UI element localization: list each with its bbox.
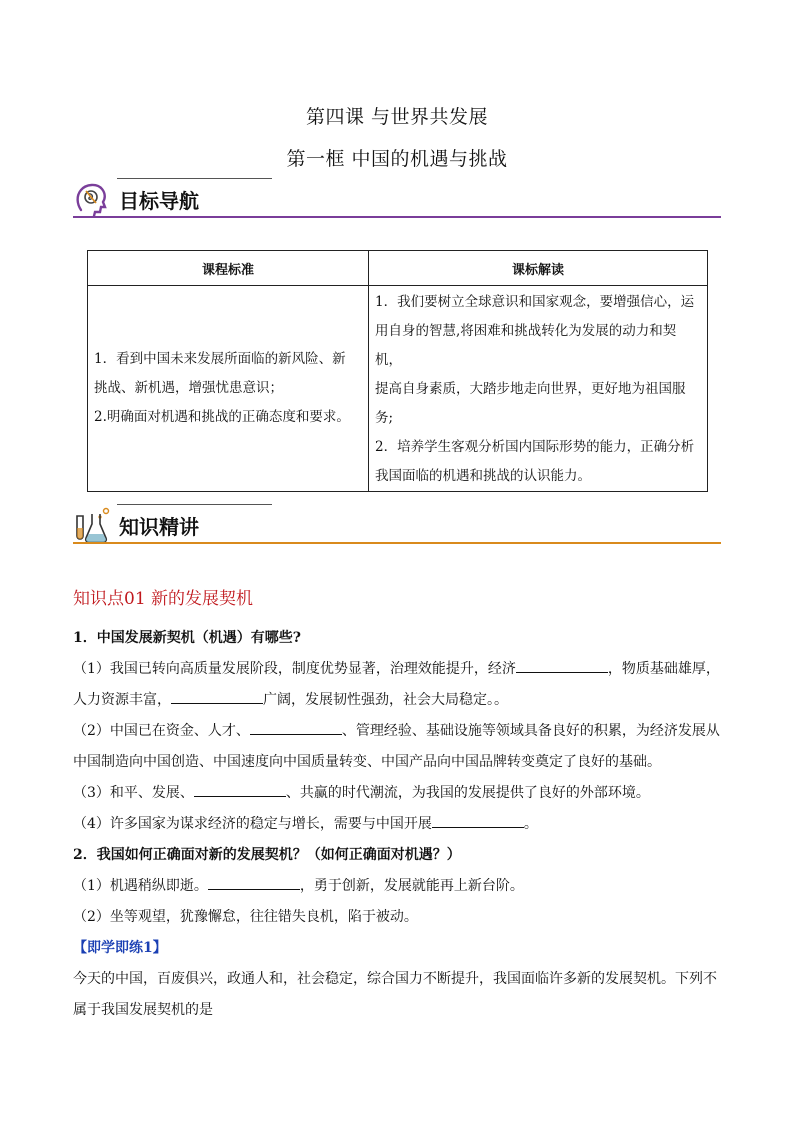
- q1-item-2-cont: 中国制造向中国创造、中国速度向中国质量转变、中国产品向中国品牌转变奠定了良好的基础。: [73, 754, 661, 770]
- practice-text: 今天的中国，百废俱兴，政通人和，社会稳定，综合国力不断提升，我国面临许多新的发展契机。下列不: [73, 971, 717, 987]
- q1-item-4: [73, 809, 723, 840]
- knowledge-point-title: 知识点01 新的发展契机: [73, 589, 254, 609]
- fill-blank[interactable]: [516, 657, 608, 673]
- knowledge-content: [73, 584, 723, 1026]
- table-header-interpretation: 课标解读: [369, 251, 708, 286]
- q1-item-2: [73, 716, 723, 747]
- header-top-line: [117, 178, 272, 179]
- text: 、管理经验、基础设施等领域具备良好的积累，为经济发展从: [341, 723, 720, 739]
- lesson-subtitle: 第一框 中国的机遇与挑战: [286, 148, 508, 170]
- section-header-goals: [73, 178, 721, 220]
- text: 广阔，发展韧性强劲，社会大局稳定。。: [263, 692, 508, 708]
- text: （2）中国已在资金、人才、: [73, 723, 250, 739]
- text: ，物质基础雄厚，: [607, 661, 720, 677]
- text: ，勇于创新，发展就能再上新台阶。: [299, 878, 524, 894]
- q1-item-1-cont: [73, 685, 723, 716]
- cell-line: 挑战、新机遇，增强忧患意识；: [94, 380, 283, 396]
- section-label: 知识精讲: [119, 515, 199, 539]
- cell-line: 2.明确面对机遇和挑战的正确态度和要求。: [94, 409, 350, 425]
- text: （1）机遇稍纵即逝。: [73, 878, 208, 894]
- fill-blank[interactable]: [250, 719, 342, 735]
- fill-blank[interactable]: [208, 874, 300, 890]
- q1-item-1: [73, 654, 723, 685]
- table-header-standard: 课程标准: [88, 251, 369, 286]
- section-header-knowledge: [73, 504, 721, 546]
- header-top-line: [117, 504, 272, 505]
- cell-line: 2．培养学生客观分析国内国际形势的能力，正确分析: [375, 439, 695, 455]
- standard-cell: [88, 286, 369, 492]
- lesson-title: 第四课 与世界共发展: [305, 106, 489, 128]
- cell-line: 用自身的智慧,将困难和挑战转化为发展的动力和契机，: [375, 323, 677, 368]
- q2-item-1: [73, 871, 723, 902]
- flask-icon: [73, 506, 111, 544]
- table-header-row: [88, 251, 708, 286]
- fill-blank[interactable]: [171, 688, 263, 704]
- fill-blank[interactable]: [194, 781, 286, 797]
- section-label: 目标导航: [119, 189, 199, 213]
- text: （4）许多国家为谋求经济的稳定与增长，需要与中国开展: [73, 816, 432, 832]
- text: 人力资源丰富，: [73, 692, 171, 708]
- question-2: 2．我国如何正确面对新的发展契机？（如何正确面对机遇？）: [73, 847, 461, 863]
- q2-item-2: （2）坐等观望，犹豫懈怠，往往错失良机，陷于被动。: [73, 909, 418, 925]
- text: （3）和平、发展、: [73, 785, 194, 801]
- fill-blank[interactable]: [432, 812, 524, 828]
- q1-item-3: [73, 778, 723, 809]
- cell-line: 1．我们要树立全球意识和国家观念，要增强信心，运: [375, 294, 695, 310]
- cell-line: 1．看到中国未来发展所面临的新风险、新: [94, 351, 346, 367]
- cell-line: 我国面临的机遇和挑战的认识能力。: [375, 468, 591, 484]
- text: （1）我国已转向高质量发展阶段，制度优势显著，治理效能提升，经济: [73, 661, 516, 677]
- practice-text-cont: 属于我国发展契机的是: [73, 1002, 213, 1018]
- table-row: [88, 286, 708, 492]
- brain-icon: [73, 180, 111, 218]
- interpretation-cell: [369, 286, 708, 492]
- cell-line: 提高自身素质，大踏步地走向世界，更好地为祖国服务;: [375, 381, 686, 426]
- practice-label: 【即学即练1】: [73, 940, 167, 956]
- text: 、共赢的时代潮流，为我国的发展提供了良好的外部环境。: [285, 785, 650, 801]
- question-1: 1．中国发展新契机（机遇）有哪些?: [73, 630, 301, 646]
- header-bottom-line: [73, 216, 721, 218]
- text: 。: [523, 816, 538, 832]
- header-bottom-line: [73, 542, 721, 544]
- standards-table: [87, 250, 708, 492]
